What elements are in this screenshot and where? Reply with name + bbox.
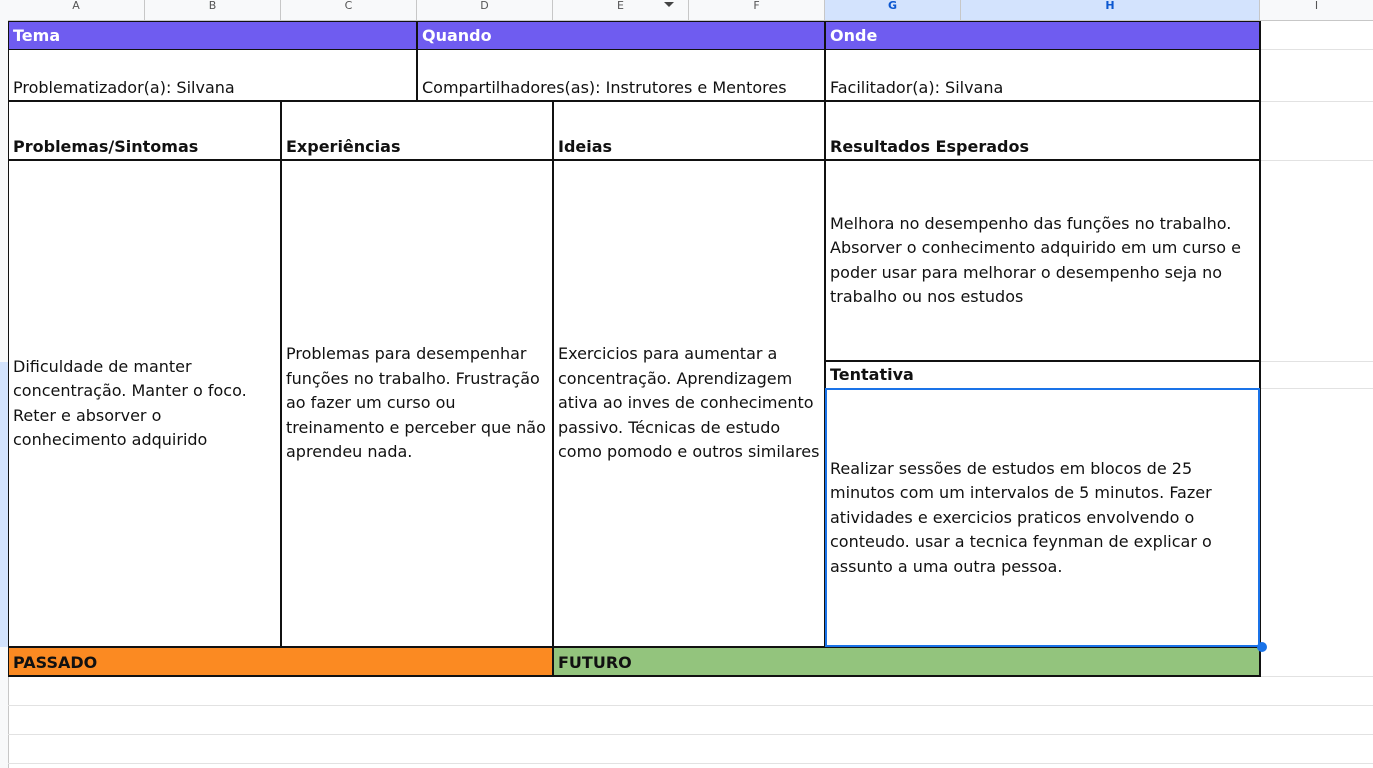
column-header-e[interactable]: E (553, 0, 689, 20)
border-line (8, 21, 1260, 22)
column-header-h[interactable]: H (961, 0, 1260, 20)
border-line (8, 159, 1260, 161)
selection-border (1258, 388, 1260, 647)
futuro-cell[interactable] (553, 647, 1260, 676)
filter-dropdown-icon[interactable] (664, 2, 674, 7)
ideias-content-cell[interactable] (553, 160, 825, 647)
passado-cell[interactable] (8, 647, 553, 676)
ideias-header-label: Ideias (558, 136, 613, 156)
problemas-text: Dificuldade de manter concentração. Manter o foco. Reter e absorver o conhecimento adquirido (13, 356, 247, 449)
onde-header-cell[interactable] (825, 22, 1260, 49)
row-header-selected[interactable] (0, 362, 8, 647)
border-line (8, 21, 9, 676)
experiencias-content-cell[interactable] (281, 160, 553, 647)
problematizador-text: Problematizador(a): Silvana (13, 77, 235, 97)
onde-label: Onde (830, 25, 878, 45)
tentativa-header-cell[interactable] (825, 361, 1260, 388)
selection-border (825, 645, 1260, 647)
border-line (8, 675, 1260, 677)
experiencias-text: Problemas para desempenhar funções no trabalho. Frustração ao fazer um curso ou treinamento e perceber que não aprendeu nada. (286, 344, 546, 462)
column-header-d[interactable]: D (417, 0, 553, 20)
problematizador-cell[interactable] (8, 49, 417, 101)
column-header-c[interactable]: C (281, 0, 417, 20)
column-header-i[interactable]: I (1314, 0, 1319, 12)
column-header-bar (0, 0, 1373, 21)
border-line (8, 49, 1260, 50)
selection-border (825, 388, 1260, 390)
resultados-content-cell[interactable] (825, 160, 1260, 361)
gridline (8, 763, 1373, 764)
gridline (1260, 388, 1373, 389)
column-header-f[interactable]: F (689, 0, 825, 20)
quando-label: Quando (422, 25, 492, 45)
experiencias-header-cell[interactable] (281, 101, 553, 160)
tentativa-content-cell[interactable] (825, 389, 1260, 647)
facilitador-cell[interactable] (825, 49, 1260, 101)
quando-header-cell[interactable] (417, 22, 825, 49)
compartilhadores-text: Compartilhadores(as): Instrutores e Mentores (422, 77, 787, 97)
column-header-b[interactable]: B (145, 0, 281, 20)
problemas-header-label: Problemas/Sintomas (13, 136, 199, 156)
border-line (8, 100, 1260, 102)
resultados-text: Melhora no desempenho das funções no trabalho. Absorver o conhecimento adquirido em um curso e poder usar para melhorar o desempenho seja no trabalho ou nos estudos (830, 213, 1241, 306)
ideias-text: Exercicios para aumentar a concentração. Aprendizagem ativa ao inves de conhecimento passivo. Técnicas de estudo como pomodo e outros similares (558, 344, 820, 462)
border-line (416, 21, 418, 101)
resultados-header-cell[interactable] (825, 101, 1260, 160)
resultados-header-label: Resultados Esperados (830, 136, 1029, 156)
column-header-a[interactable]: A (8, 0, 145, 20)
fill-handle[interactable] (1257, 642, 1267, 652)
problemas-content-cell[interactable] (8, 160, 281, 647)
ideias-header-cell[interactable] (553, 101, 825, 160)
gridline (1260, 101, 1373, 102)
column-header-g[interactable]: G (825, 0, 961, 20)
border-line (825, 360, 1260, 362)
tentativa-text: Realizar sessões de estudos em blocos de 25 minutos com um intervalos de 5 minutos. Fazer atividades e exercicios praticos envolvendo o conteudo. usar a tecnica feynman de explicar o assunto a uma outra pessoa. (830, 458, 1212, 576)
tentativa-header-label: Tentativa (830, 364, 914, 384)
gridline (8, 705, 1373, 706)
border-line (280, 101, 282, 647)
gridline (1260, 160, 1373, 161)
border-line (552, 101, 554, 677)
facilitador-text: Facilitador(a): Silvana (830, 77, 1004, 97)
problemas-header-cell[interactable] (8, 101, 281, 160)
tema-label: Tema (13, 25, 61, 45)
passado-label: PASSADO (13, 652, 98, 672)
gridline (8, 734, 1373, 735)
gridline (1260, 361, 1373, 362)
futuro-label: FUTURO (558, 652, 632, 672)
gridline (1260, 49, 1373, 50)
experiencias-header-label: Experiências (286, 136, 401, 156)
compartilhadores-cell[interactable] (417, 49, 825, 101)
tema-header-cell[interactable] (8, 22, 417, 49)
border-line (824, 21, 826, 161)
selection-border (825, 388, 827, 647)
